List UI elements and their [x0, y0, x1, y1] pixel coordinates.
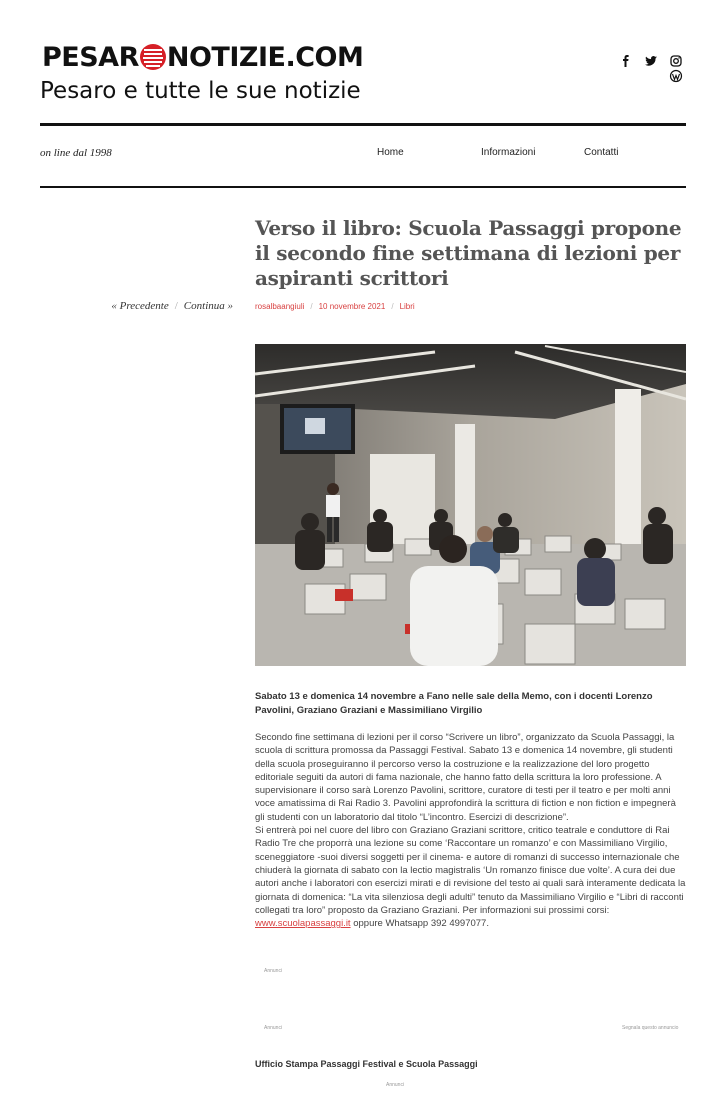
header-rule-bottom: [40, 186, 686, 188]
instagram-icon[interactable]: [669, 54, 683, 68]
facebook-icon[interactable]: [619, 54, 633, 68]
article-photo: [255, 344, 686, 666]
site-tagline: Pesaro e tutte le sue notizie: [40, 78, 361, 104]
previous-post-link[interactable]: « Precedente: [111, 300, 169, 312]
twitter-icon[interactable]: [644, 54, 658, 68]
date-link[interactable]: 10 novembre 2021: [318, 302, 386, 311]
logo-text-left: PESAR: [42, 41, 139, 73]
wordpress-icon[interactable]: [669, 69, 683, 83]
next-post-link[interactable]: Continua »: [183, 300, 233, 312]
report-ad-link[interactable]: Segnala questo annuncio: [622, 1025, 679, 1031]
paragraph-tail: oppure Whatsapp 392 4997077.: [350, 918, 489, 930]
article-body: [255, 731, 686, 930]
article-title: Verso il libro: Scuola Passaggi propone il secondo fine settimana di lezioni per aspiranti scrittori: [255, 216, 682, 290]
article-signature: Ufficio Stampa Passaggi Festival e Scuola Passaggi: [255, 1059, 478, 1069]
header-rule-top: [40, 123, 686, 126]
nav-contatti[interactable]: Contatti: [584, 147, 619, 158]
meta-separator: /: [391, 302, 394, 311]
logo-text-right: NOTIZIE.COM: [166, 41, 364, 73]
since-text: on line dal 1998: [40, 147, 112, 159]
category-link[interactable]: Libri: [399, 302, 415, 311]
site-logo[interactable]: [42, 40, 363, 74]
post-nav-separator: /: [174, 300, 178, 312]
ad-label: Annunci: [386, 1082, 405, 1088]
ad-label: Annunci: [264, 1025, 283, 1031]
post-navigation: [111, 300, 233, 312]
scuolapassaggi-link[interactable]: www.scuolapassaggi.it: [255, 918, 351, 930]
article-paragraph: [255, 824, 686, 930]
paragraph-text: Si entrerà poi nel cuore del libro con Graziano Graziani scrittore, critico teatrale e conduttore di Rai Radio Tre che proporrà una lezione su come ‘Raccontare un romanzo’ e con Massimiliano Virgilio, sceneggiatore -suoi diversi soggetti per il cinema- e autore di romanzi di successo internazionale che chiuderà la giornata di sabato con la lectio magistralis ‘Un romanzo finisce due volte’. A cura dei due autori anche i laboratori con esercizi mirati e di revisione del testo ai quali sarà interamente dedicata la giornata di domenica: “La vita silenziosa degli adulti” tenuto da Massimiliano Virgilio e “Libri di racconti collegati tra loro” proposto da Graziano Graziani. Per informazioni sui prossimi corsi:: [255, 825, 686, 916]
article-paragraph: Secondo fine settimana di lezioni per il corso “Scrivere un libro”, organizzato da Scuola Passaggi, la scuola di scrittura promossa da Passaggi Festival. Sabato 13 e domenica 14 novembre, gli studenti della scuola proseguiranno il percorso verso la costruzione e la realizzazione del loro progetto editoriale seguiti da autori di fama nazionale, che hanno fatto della scrittura la loro professione. A supervisionare il corso sarà Lorenzo Pavolini, scrittore, curatore di testi per il teatro e per molti anni voce amatissima di Rai Radio 3. Pavolini approfondirà la scrittura di fiction e non fiction e impegnerà gli studenti con un laboratorio dal titolo “L’incontro. Esercizi di descrizione”.: [255, 732, 676, 823]
logo-circle-icon: [140, 44, 166, 70]
author-link[interactable]: rosalbaangiuli: [255, 302, 305, 311]
meta-separator: /: [310, 302, 313, 311]
ad-label: Annunci: [264, 968, 283, 974]
nav-home[interactable]: Home: [377, 147, 404, 158]
article-meta: [255, 302, 415, 311]
article-lead: Sabato 13 e domenica 14 novembre a Fano nelle sale della Memo, con i docenti Lorenzo Pavolini, Graziano Graziani e Massimiliano Virgilio: [255, 691, 653, 716]
nav-informazioni[interactable]: Informazioni: [481, 147, 536, 158]
